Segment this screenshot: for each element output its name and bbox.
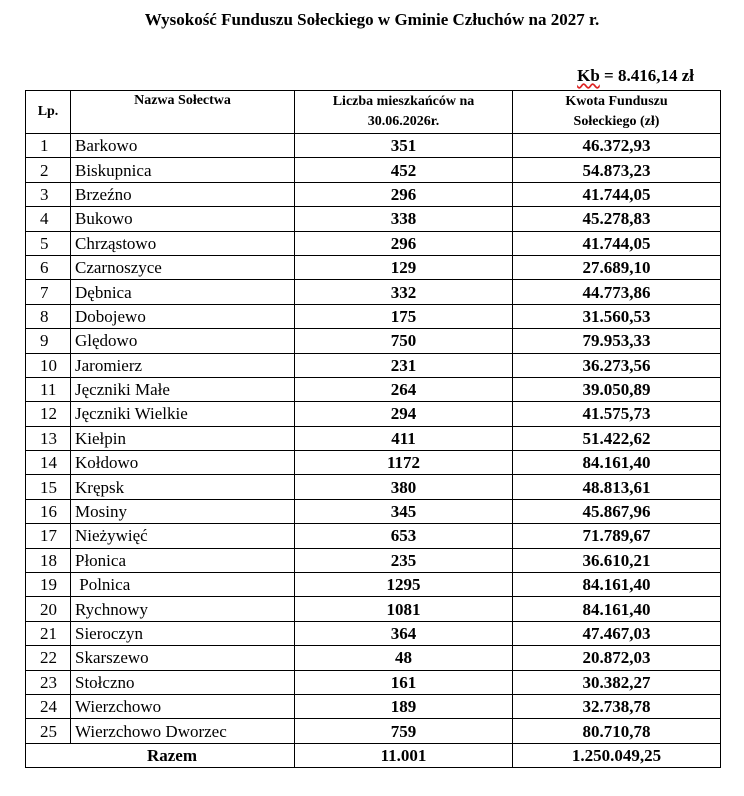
cell-amount: 30.382,27 (513, 670, 721, 694)
cell-amount: 41.744,05 (513, 182, 721, 206)
table-row (26, 499, 721, 523)
cell-residents: 338 (295, 207, 513, 231)
cell-amount: 84.161,40 (513, 573, 721, 597)
cell-lp: 6 (26, 255, 71, 279)
total-amount: 1.250.049,25 (513, 743, 721, 767)
header-amount: Kwota Funduszu Sołeckiego (zł) (513, 91, 721, 134)
table-row (26, 353, 721, 377)
cell-name: Brzeźno (71, 182, 295, 206)
cell-name: Dobojewo (71, 304, 295, 328)
cell-residents: 364 (295, 621, 513, 645)
cell-amount: 44.773,86 (513, 280, 721, 304)
cell-lp: 1 (26, 134, 71, 158)
cell-lp: 15 (26, 475, 71, 499)
cell-amount: 54.873,23 (513, 158, 721, 182)
cell-residents: 129 (295, 255, 513, 279)
kb-value (577, 66, 694, 86)
cell-residents: 189 (295, 694, 513, 718)
cell-lp: 20 (26, 597, 71, 621)
cell-residents: 332 (295, 280, 513, 304)
cell-lp: 4 (26, 207, 71, 231)
cell-name: Skarszewo (71, 646, 295, 670)
cell-name: Polnica (71, 573, 295, 597)
cell-residents: 759 (295, 719, 513, 743)
cell-amount: 36.273,56 (513, 353, 721, 377)
table-header-row (26, 91, 721, 134)
cell-lp: 16 (26, 499, 71, 523)
cell-amount: 46.372,93 (513, 134, 721, 158)
cell-amount: 27.689,10 (513, 255, 721, 279)
table-row (26, 231, 721, 255)
document-title: Wysokość Funduszu Sołeckiego w Gminie Człuchów na 2027 r. (144, 10, 600, 29)
cell-residents: 452 (295, 158, 513, 182)
cell-amount: 47.467,03 (513, 621, 721, 645)
total-label: Razem (26, 743, 295, 767)
table-row (26, 426, 721, 450)
table-row (26, 524, 721, 548)
cell-lp: 22 (26, 646, 71, 670)
cell-residents: 1172 (295, 451, 513, 475)
cell-name: Ględowo (71, 329, 295, 353)
cell-name: Kołdowo (71, 451, 295, 475)
table-row (26, 451, 721, 475)
cell-residents: 161 (295, 670, 513, 694)
cell-lp: 23 (26, 670, 71, 694)
cell-lp: 11 (26, 377, 71, 401)
cell-lp: 21 (26, 621, 71, 645)
cell-lp: 17 (26, 524, 71, 548)
cell-residents: 294 (295, 402, 513, 426)
cell-lp: 25 (26, 719, 71, 743)
table-row (26, 719, 721, 743)
kb-amount: = 8.416,14 zł (599, 66, 694, 85)
cell-name: Rychnowy (71, 597, 295, 621)
table-row (26, 402, 721, 426)
cell-name: Sieroczyn (71, 621, 295, 645)
cell-name: Płonica (71, 548, 295, 572)
cell-lp: 3 (26, 182, 71, 206)
cell-name: Krępsk (71, 475, 295, 499)
cell-lp: 7 (26, 280, 71, 304)
table-row (26, 694, 721, 718)
cell-residents: 48 (295, 646, 513, 670)
cell-amount: 32.738,78 (513, 694, 721, 718)
cell-lp: 19 (26, 573, 71, 597)
cell-residents: 750 (295, 329, 513, 353)
cell-lp: 14 (26, 451, 71, 475)
cell-name: Wierzchowo (71, 694, 295, 718)
cell-name: Dębnica (71, 280, 295, 304)
cell-residents: 345 (295, 499, 513, 523)
cell-residents: 1081 (295, 597, 513, 621)
cell-residents: 653 (295, 524, 513, 548)
table-row (26, 573, 721, 597)
cell-amount: 71.789,67 (513, 524, 721, 548)
table-row (26, 597, 721, 621)
header-name: Nazwa Sołectwa (71, 91, 295, 134)
cell-amount: 45.867,96 (513, 499, 721, 523)
table-row (26, 280, 721, 304)
cell-lp: 13 (26, 426, 71, 450)
cell-residents: 1295 (295, 573, 513, 597)
cell-name: Kiełpin (71, 426, 295, 450)
table-row (26, 475, 721, 499)
cell-amount: 31.560,53 (513, 304, 721, 328)
cell-amount: 41.575,73 (513, 402, 721, 426)
cell-name: Bukowo (71, 207, 295, 231)
cell-name: Mosiny (71, 499, 295, 523)
table-row (26, 621, 721, 645)
kb-label: Kb (577, 66, 600, 85)
cell-amount: 39.050,89 (513, 377, 721, 401)
cell-name: Biskupnica (71, 158, 295, 182)
cell-amount: 41.744,05 (513, 231, 721, 255)
cell-name: Jęczniki Wielkie (71, 402, 295, 426)
cell-lp: 5 (26, 231, 71, 255)
cell-amount: 84.161,40 (513, 451, 721, 475)
table-row (26, 304, 721, 328)
cell-amount: 20.872,03 (513, 646, 721, 670)
cell-lp: 18 (26, 548, 71, 572)
cell-amount: 45.278,83 (513, 207, 721, 231)
table-row (26, 207, 721, 231)
cell-residents: 296 (295, 231, 513, 255)
table-row (26, 182, 721, 206)
total-residents: 11.001 (295, 743, 513, 767)
cell-lp: 2 (26, 158, 71, 182)
cell-residents: 351 (295, 134, 513, 158)
cell-name: Barkowo (71, 134, 295, 158)
cell-lp: 10 (26, 353, 71, 377)
cell-amount: 84.161,40 (513, 597, 721, 621)
cell-residents: 231 (295, 353, 513, 377)
cell-name: Chrząstowo (71, 231, 295, 255)
header-lp: Lp. (26, 91, 71, 134)
cell-residents: 411 (295, 426, 513, 450)
cell-amount: 79.953,33 (513, 329, 721, 353)
table-row (26, 255, 721, 279)
cell-residents: 380 (295, 475, 513, 499)
cell-residents: 235 (295, 548, 513, 572)
cell-name: Jaromierz (71, 353, 295, 377)
header-residents: Liczba mieszkańców na 30.06.2026r. (295, 91, 513, 134)
table-row (26, 670, 721, 694)
cell-name: Stołczno (71, 670, 295, 694)
table-row (26, 646, 721, 670)
cell-amount: 36.610,21 (513, 548, 721, 572)
cell-residents: 264 (295, 377, 513, 401)
fund-table (25, 90, 721, 768)
table-row (26, 329, 721, 353)
cell-lp: 8 (26, 304, 71, 328)
table-row (26, 158, 721, 182)
table-row (26, 548, 721, 572)
table-row (26, 134, 721, 158)
cell-lp: 24 (26, 694, 71, 718)
cell-name: Jęczniki Małe (71, 377, 295, 401)
table-body (26, 134, 721, 768)
cell-residents: 175 (295, 304, 513, 328)
cell-lp: 9 (26, 329, 71, 353)
table-row (26, 377, 721, 401)
cell-name: Wierzchowo Dworzec (71, 719, 295, 743)
cell-residents: 296 (295, 182, 513, 206)
cell-amount: 80.710,78 (513, 719, 721, 743)
cell-amount: 48.813,61 (513, 475, 721, 499)
cell-name: Czarnoszyce (71, 255, 295, 279)
cell-amount: 51.422,62 (513, 426, 721, 450)
cell-lp: 12 (26, 402, 71, 426)
total-row (26, 743, 721, 767)
cell-name: Nieżywięć (71, 524, 295, 548)
